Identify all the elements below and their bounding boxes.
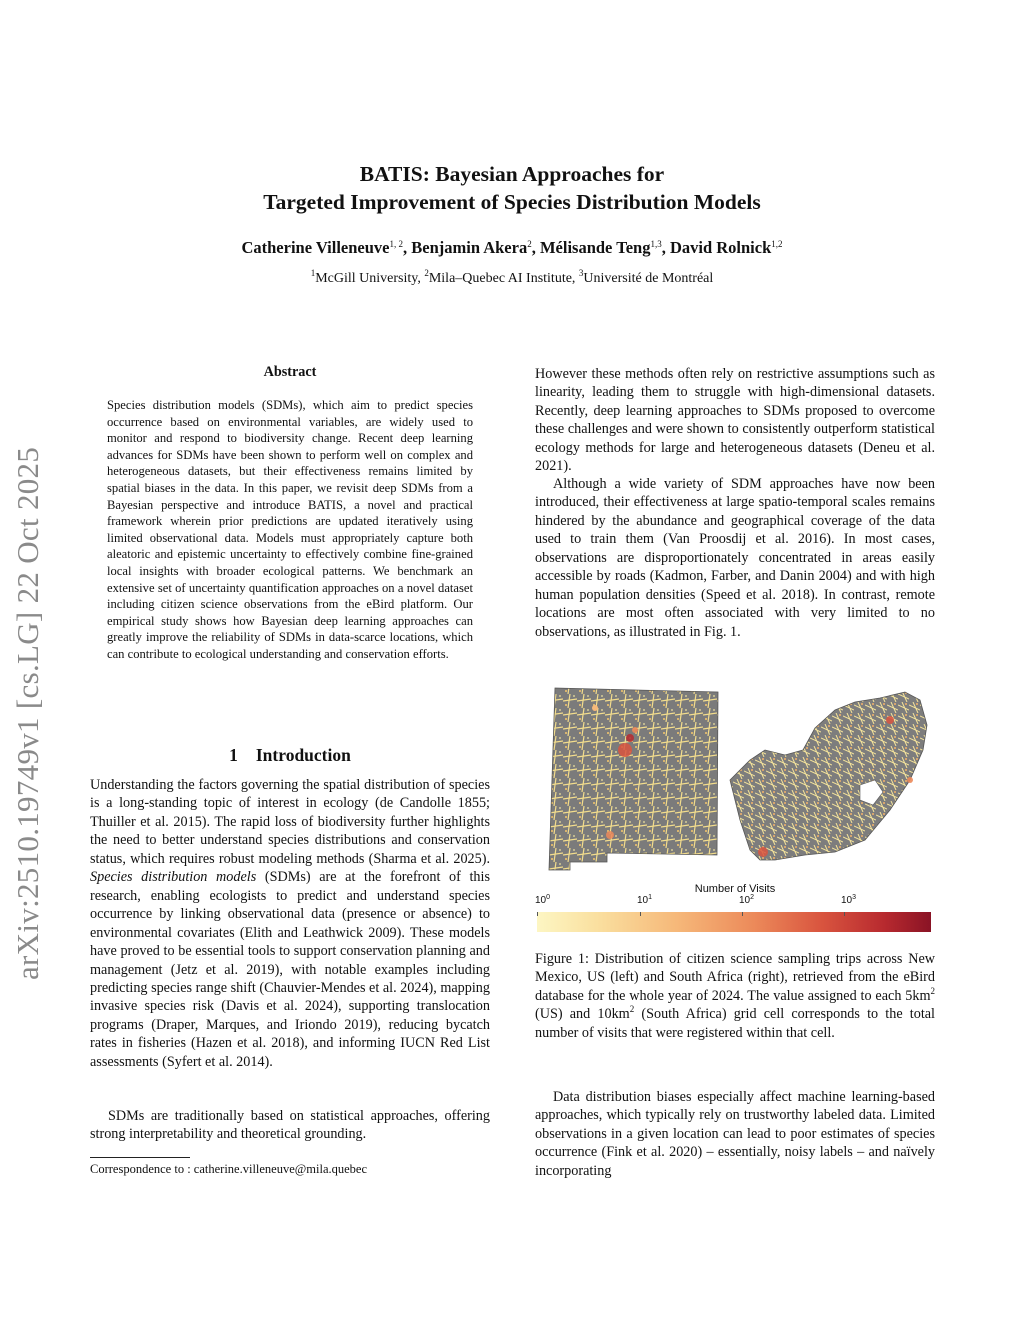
author-affiliation-mark: 1,3 — [650, 239, 662, 249]
colorbar-tick — [640, 912, 641, 916]
sampling-maps — [535, 680, 935, 880]
intro-paragraph-1 — [90, 776, 490, 1071]
right-paragraph-1: However these methods often rely on restrictive assumptions such as linearity, leading them to struggle with high-dimensional datasets. Recently, deep learning approaches to SDMs proposed to overcome these challenges and were shown to consistently outperform statistical ecology methods for large and heterogeneous datasets (Deneu et al. 2021). — [535, 366, 935, 475]
title-line-2: Targeted Improvement of Species Distribution Models — [263, 190, 761, 214]
author-name: David Rolnick — [669, 238, 772, 257]
colorbar-tick — [742, 912, 743, 916]
intro-text: Understanding the factors governing the spatial distribution of species is a long-standing topic of interest in ecology (de Candolle 1855; Thuiller et al. 2015). The rapid loss of biodiversity further highlights the need to better understand species distributions and conservation status, which requires robust modeling methods (Sharma et al. 2025). — [90, 777, 490, 867]
colorbar-tick — [537, 912, 538, 916]
author-separator: , — [403, 238, 412, 257]
author-name: Mélisande Teng — [539, 238, 651, 257]
colorbar-tick-label: $10^2$ — [739, 894, 755, 906]
author-list — [90, 238, 934, 258]
affiliation-mark: 2 — [424, 268, 429, 278]
colorbar — [537, 912, 931, 932]
author-affiliation-mark: 1, 2 — [389, 239, 403, 249]
colorbar-tick-label: $10^1$ — [637, 894, 653, 906]
author-separator: , — [661, 238, 670, 257]
arxiv-identifier-stamp: arXiv:2510.19749v1 [cs.LG] 22 Oct 2025 — [10, 446, 45, 980]
affiliation-name: McGill University, — [315, 271, 425, 286]
figure-1-caption: Figure 1: Distribution of citizen science sampling trips across New Mexico, US (left) and South Africa (right), retrieved from the eBird database for the whole year of 2024. The value assigned to each $5km^2$ (US) and $10km^2$ (South Africa) grid cell corresponds to the total number of visits that were registered within that cell. — [535, 951, 935, 1041]
hotspot-albuquerque — [618, 743, 632, 757]
intro-text: (SDMs) are at the forefront of this research, enabling ecologists to predict and understand species occurrence by linking observational data (presence or absence) to environmental covariates (Elith and Leathwick 2009). These models have proved to be essential tools to support conservation planning and management (Jetz et al. 2019), with notable examples including predicting species range shift (Chauvier-Mendes et al. 2024), mapping invasive species risk (Davis et al. 2024), supporting translocation programs (Draper, Marques, and Iriondo 2019), reducing bycatch rates in fisheries (Hazen et al. 2018), and informing IUCN Red List assessments (Syfert et al. 2014). — [90, 869, 490, 1070]
affiliation-name: Mila–Quebec AI Institute, — [428, 271, 579, 286]
affiliation-name: Université de Montréal — [583, 271, 714, 286]
title-line-1: BATIS: Bayesian Approaches for — [359, 162, 665, 186]
affiliation-list — [90, 268, 934, 287]
figure-1 — [535, 680, 935, 940]
abstract-heading: Abstract — [263, 364, 317, 380]
author-affiliation-mark: 2 — [527, 239, 532, 249]
author-separator: , — [531, 238, 540, 257]
author-affiliation-mark: 1,2 — [771, 239, 783, 249]
section-heading-introduction — [90, 745, 490, 766]
intro-paragraph-2: SDMs are traditionally based on statistical approaches, offering strong interpretability and theoretical grounding. — [90, 1108, 490, 1143]
colorbar-tick-label: $10^3$ — [841, 894, 857, 906]
paper-title — [90, 160, 934, 216]
section-number: 1 — [229, 745, 238, 765]
footnote-correspondence: Correspondence to : catherine.villeneuve@mila.quebec — [90, 1162, 368, 1176]
right-paragraph-2: Although a wide variety of SDM approaches have now been introduced, their effectiveness at large spatio-temporal scales remains hindered by the abundance and geographical coverage of the data used to train them (Van Proosdij et al. 2016). In most cases, observations are disproportionately concentrated in areas easily accessible by roads (Kadmon, Farber, and Danin 2004) and with high human population densities (Speed et al. 2018). In contrast, remote locations are most often associated with very limited to no observations, as illustrated in Fig. 1. — [535, 476, 935, 640]
footnote-divider — [90, 1157, 190, 1158]
south-africa-map — [730, 692, 927, 860]
colorbar-title: Number of Visits — [694, 883, 776, 895]
new-mexico-map — [549, 688, 718, 870]
colorbar-tick-label: $10^0$ — [535, 894, 551, 906]
author-name: Catherine Villeneuve — [241, 238, 390, 257]
author-name: Benjamin Akera — [411, 238, 528, 257]
affiliation-mark: 1 — [310, 268, 316, 278]
intro-emphasis: Species distribution models — [90, 869, 257, 886]
abstract-body: Species distribution models (SDMs), which aim to predict species occurrence based on environmental variables, are widely used to monitor and respond to biodiversity change. Recent deep learning advances for SDMs have been shown to perform well on complex and heterogeneous datasets, but their effectiveness remains limited by spatial biases in the data. In this paper, we revisit deep SDMs from a Bayesian perspective and introduce BATIS, a novel and practical framework wherein prior predictions are updated iteratively using limited observational data. Models must appropriately capture both aleatoric and epistemic uncertainty to effectively combine fine-grained local insights with broader ecological patterns. We benchmark an extensive set of uncertainty quantification approaches on a novel dataset including citizen science observations from the eBird platform. Our empirical study shows how Bayesian deep learning approaches can greatly improve the reliability of SDMs in data-scarce locations, which can contribute to ecological understanding and conservation efforts. — [107, 398, 473, 661]
right-paragraph-3: Data distribution biases especially affect machine learning-based approaches, which typically rely on trustworthy labeled data. Limited observations in a given location can lead to poor estimates of species occurrence (Fink et al. 2020) – essentially, noisy labels – and naïvely incorporating — [535, 1089, 935, 1179]
affiliation-mark: 3 — [578, 268, 584, 278]
colorbar-tick — [844, 912, 845, 916]
section-title: Introduction — [255, 745, 351, 765]
